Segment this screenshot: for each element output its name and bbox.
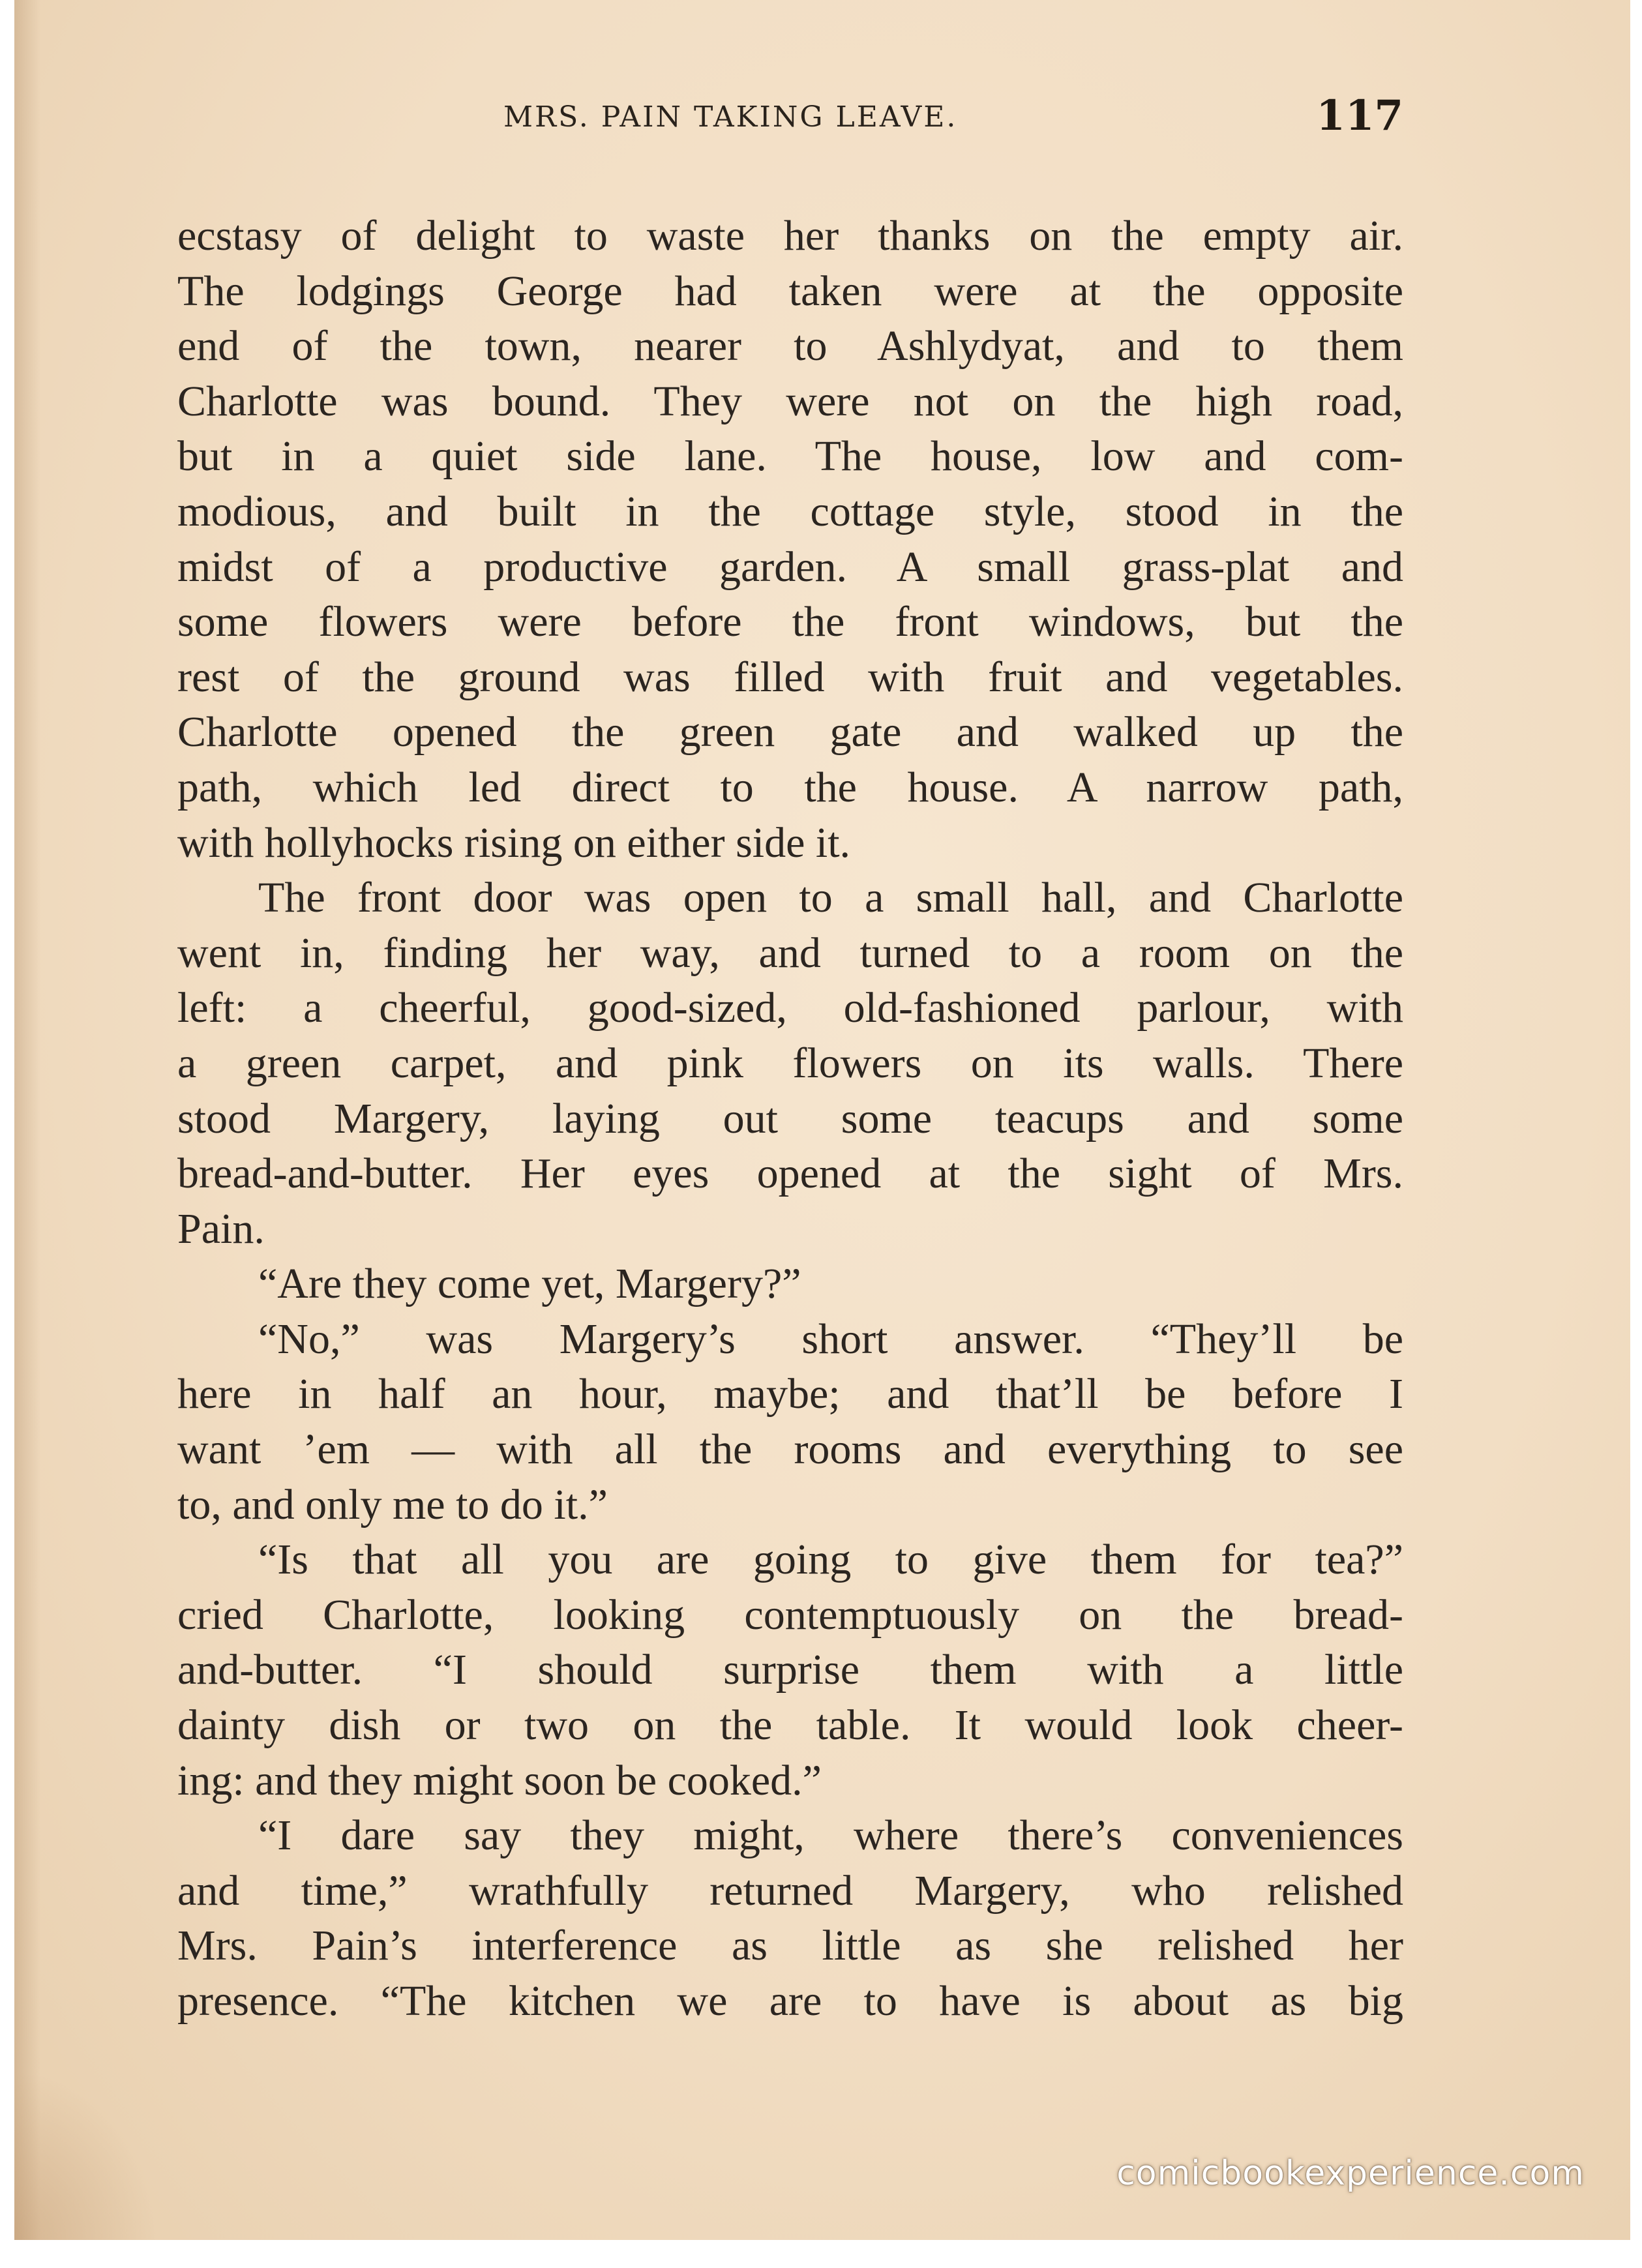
running-head: MRS. PAIN TAKING LEAVE. [503, 100, 958, 134]
text-line: presence. “The kitchen we are to have is about as big [177, 1977, 1403, 2025]
text-line: went in, finding her way, and turned to a room on the [177, 929, 1403, 977]
text-line: a green carpet, and pink flowers on its walls. There [177, 1039, 1403, 1087]
page-number: 117 [1316, 91, 1403, 140]
text-line: end of the town, nearer to Ashlydyat, and to them [177, 322, 1403, 370]
text-line: left: a cheerful, good-sized, old-fashioned parlour, with [177, 984, 1403, 1032]
text-line: ecstasy of delight to waste her thanks on the empty air. [177, 212, 1403, 260]
text-line: Mrs. Pain’s interference as little as she relished her [177, 1922, 1403, 1970]
text-line: but in a quiet side lane. The house, low and com- [177, 432, 1403, 481]
text-line: modious, and built in the cottage style, stood in the [177, 487, 1403, 535]
text-line: bread-and-butter. Her eyes opened at the sight of Mrs. [177, 1150, 1403, 1198]
text-line: Charlotte was bound. They were not on the high road, [177, 377, 1403, 425]
body-text [177, 209, 1403, 2029]
text-line: midst of a productive garden. A small grass-plat and [177, 543, 1403, 591]
text-line: The front door was open to a small hall, and Charlotte [258, 874, 1403, 922]
text-line: some flowers were before the front windows, but the [177, 598, 1403, 646]
text-line: and time,” wrathfully returned Margery, who relished [177, 1866, 1403, 1915]
text-line: “I dare say they might, where there’s conveniences [258, 1812, 1403, 1860]
text-line: to, and only me to do it.” [177, 1480, 608, 1529]
text-line: “No,” was Margery’s short answer. “They’ll be [258, 1315, 1403, 1363]
page-header [177, 91, 1403, 143]
text-line: Charlotte opened the green gate and walked up the [177, 708, 1403, 756]
text-line: ing: and they might soon be cooked.” [177, 1756, 822, 1804]
watermark: comicbookexperience.com [1116, 2154, 1585, 2193]
text-line: stood Margery, laying out some teacups and some [177, 1094, 1403, 1142]
text-line: rest of the ground was filled with fruit and vegetables. [177, 653, 1403, 701]
text-line: “Is that all you are going to give them for tea?” [258, 1536, 1403, 1584]
text-line: and-butter. “I should surprise them with a little [177, 1646, 1403, 1694]
book-page [14, 0, 1630, 2240]
text-line: here in half an hour, maybe; and that’ll be before I [177, 1370, 1403, 1418]
text-line: want ’em — with all the rooms and everything to see [177, 1425, 1403, 1474]
text-line: dainty dish or two on the table. It would look cheer- [177, 1701, 1403, 1750]
text-line: “Are they come yet, Margery?” [258, 1260, 801, 1308]
text-line: The lodgings George had taken were at the opposite [177, 267, 1403, 315]
text-line: cried Charlotte, looking contemptuously on the bread- [177, 1590, 1403, 1639]
text-line: Pain. [177, 1204, 265, 1253]
text-line: path, which led direct to the house. A narrow path, [177, 763, 1403, 811]
text-line: with hollyhocks rising on either side it. [177, 818, 851, 867]
